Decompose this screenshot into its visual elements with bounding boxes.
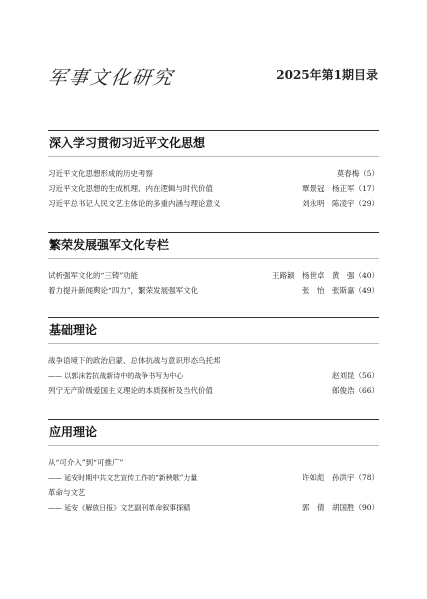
entry-title: 习近平总书记人民文艺主体论的多重内涵与理论意义	[48, 199, 221, 208]
toc-entry	[48, 283, 379, 298]
section-title: 应用理论	[48, 419, 379, 446]
toc-entry	[48, 353, 379, 368]
entry-author-page: 郎俊浩（66）	[331, 386, 379, 395]
section-3	[48, 317, 379, 398]
entry-title: 习近平文化思想形成的历史考察	[48, 169, 153, 178]
entry-author-page: 王路颖 杨世卓 黄 强（40）	[271, 271, 379, 280]
journal-logo: 军事文化研究	[46, 67, 176, 89]
entry-title: —— 延安《解放日报》文艺副刊革命叙事探赜	[48, 504, 191, 512]
toc-entry	[48, 196, 379, 211]
entry-author-page: 张 怡 张斯嘉（49）	[301, 286, 379, 295]
toc-entry	[48, 455, 379, 470]
toc-entry	[48, 383, 379, 398]
entry-author-page: 覃景冠 杨正军（17）	[301, 184, 379, 193]
toc-entry	[48, 368, 379, 383]
issue-title: 2025年第1期目录	[276, 68, 378, 82]
entry-author-page: 刘永明 陈凌宇（29）	[301, 199, 379, 208]
entry-list	[48, 455, 379, 515]
toc-entry	[48, 500, 379, 515]
entry-list	[48, 166, 379, 211]
entry-title: 从“可介入”到“可推广”	[48, 458, 124, 467]
entry-title: 着力提升新闻舆论“四力”，繁荣发展强军文化	[48, 286, 199, 295]
entry-author-page: 赵刘昆（56）	[331, 371, 379, 380]
entry-author-page: 郭 倩 胡国胜（90）	[301, 503, 379, 512]
section-title: 深入学习贯彻习近平文化思想	[48, 130, 379, 157]
entry-list	[48, 353, 379, 398]
toc-entry	[48, 485, 379, 500]
entry-title: —— 以郭沫若抗战新诗中的战争书写为中心	[48, 372, 184, 380]
entry-title: 习近平文化思想的生成机理、内在逻辑与时代价值	[48, 184, 213, 193]
entry-title: 列宁无产阶级爱国主义理论的本质探析及当代价值	[48, 386, 213, 395]
entry-list	[48, 268, 379, 298]
section-title: 繁荣发展强军文化专栏	[48, 232, 379, 259]
entry-title: 试析强军文化的“三铸”功能	[48, 271, 139, 280]
entry-author-page: 许如彪 孙洪宇（78）	[301, 473, 379, 482]
section-title: 基础理论	[48, 317, 379, 344]
entry-author-page: 莫春梅（5）	[336, 169, 379, 178]
section-1	[48, 130, 379, 211]
toc-entry	[48, 470, 379, 485]
toc-entry	[48, 166, 379, 181]
entry-title: 革命与文艺	[48, 488, 86, 497]
entry-title: 战争语境下的政治启蒙、总体抗战与意识形态乌托邦	[48, 356, 221, 365]
toc-entry	[48, 268, 379, 283]
section-4	[48, 419, 379, 515]
section-2	[48, 232, 379, 298]
entry-title: —— 延安时期中共文艺宣传工作的“新秧歌”力量	[48, 474, 198, 482]
toc-entry	[48, 181, 379, 196]
